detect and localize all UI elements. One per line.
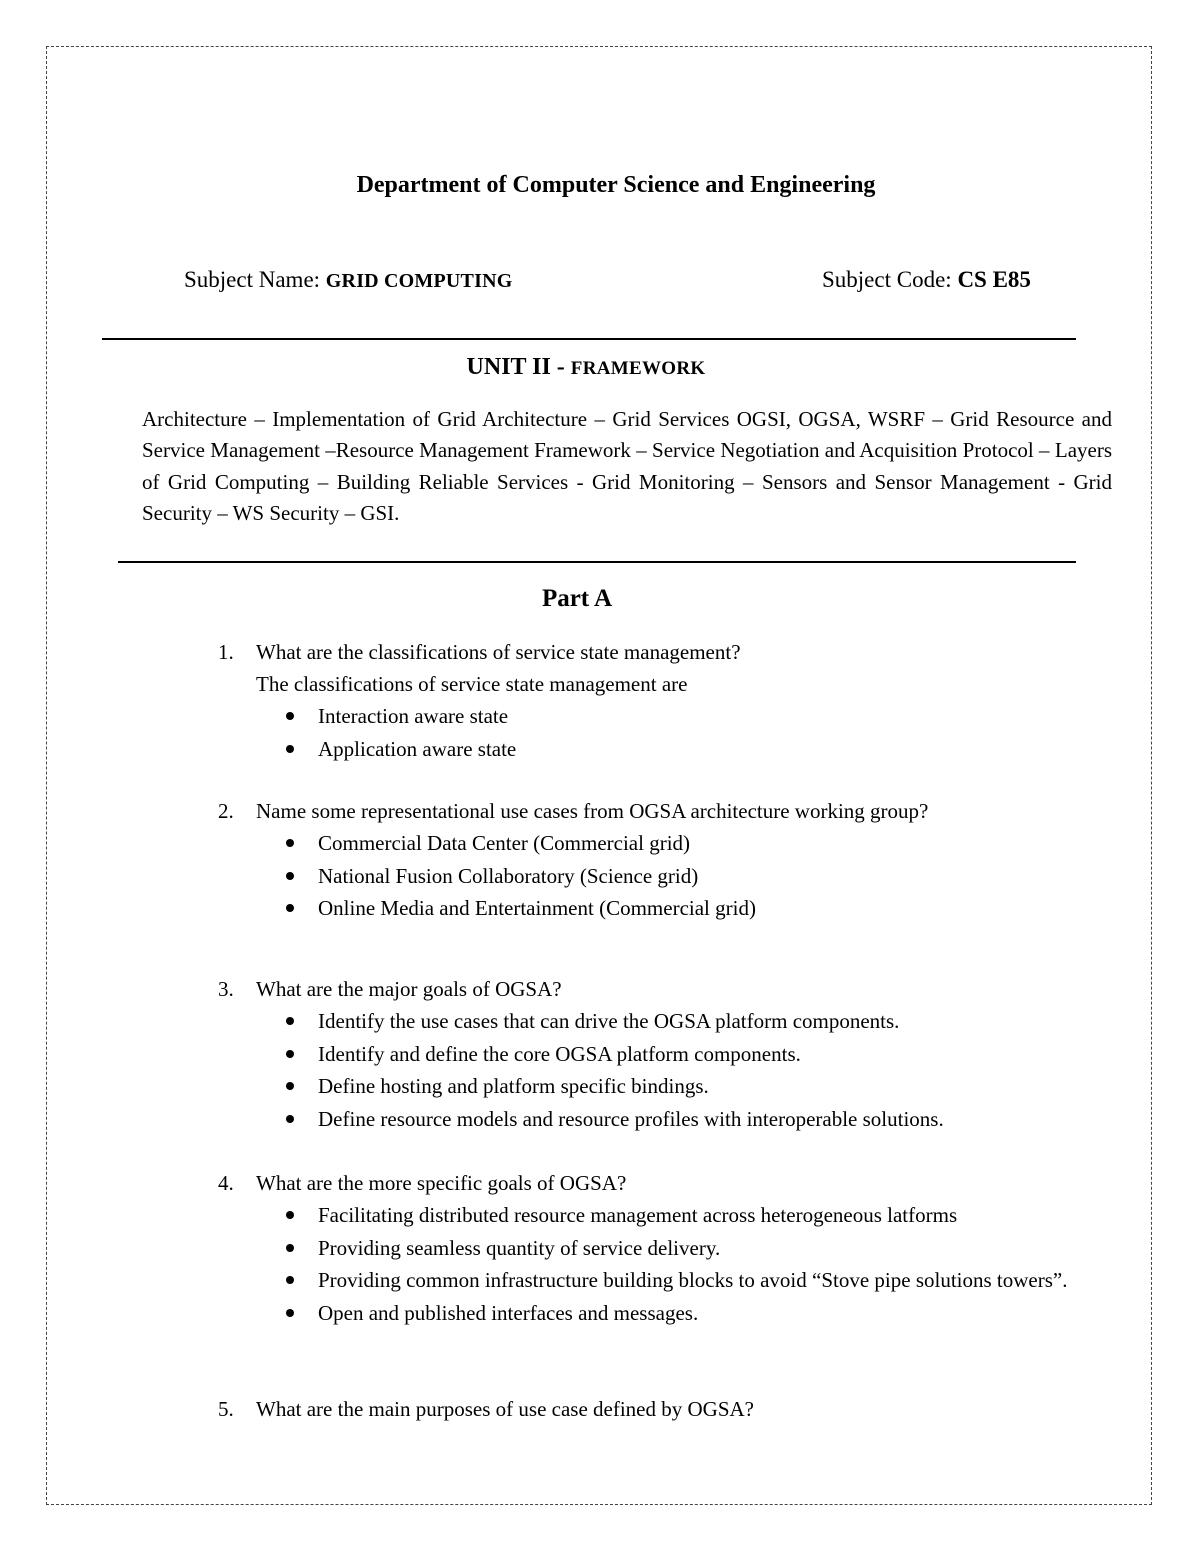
list-item: Identify and define the core OGSA platform components.	[218, 1038, 1118, 1071]
list-item: Interaction aware state	[218, 700, 1118, 733]
question-number: 5.	[218, 1397, 234, 1421]
list-item: Identify the use cases that can drive the OGSA platform components.	[218, 1005, 1118, 1038]
subject-code	[822, 264, 1031, 296]
subject-code-value: CS E85	[957, 267, 1031, 292]
list-item: Application aware state	[218, 733, 1118, 766]
bullet-icon	[286, 839, 294, 847]
unit-title: UNIT II -	[466, 354, 571, 380]
question-text: What are the classifications of service state management?	[256, 640, 741, 664]
subject-code-label: Subject Code:	[822, 267, 958, 292]
bullet-icon	[286, 712, 294, 720]
list-item: Commercial Data Center (Commercial grid)	[218, 827, 1118, 860]
question-5	[218, 1394, 1118, 1425]
unit-heading	[0, 350, 1172, 386]
list-item: National Fusion Collaboratory (Science grid)	[218, 860, 1118, 893]
question-text: Name some representational use cases from OGSA architecture working group?	[256, 799, 929, 823]
bullet-icon	[286, 1050, 294, 1058]
unit-syllabus: Architecture – Implementation of Grid Architecture – Grid Services OGSI, OGSA, WSRF – Grid Resource and Service Management –Resource Management Framework – Service Negotiation and Acquisition Protocol – Layers of Grid Computing – Building Reliable Services - Grid Monitoring – Sensors and Sensor Management - Grid Security – WS Security – GSI.	[142, 407, 1112, 525]
list-item: Define hosting and platform specific bindings.	[218, 1070, 1118, 1103]
question-text: What are the main purposes of use case defined by OGSA?	[256, 1397, 755, 1421]
list-item: Define resource models and resource profiles with interoperable solutions.	[218, 1103, 1118, 1136]
bullet-list	[218, 1005, 1118, 1135]
question-number: 3.	[218, 977, 234, 1001]
question-number: 1.	[218, 640, 234, 664]
question-2	[218, 796, 1118, 925]
bullet-icon	[286, 1017, 294, 1025]
bullet-icon	[286, 745, 294, 753]
question-4	[218, 1168, 1118, 1329]
question-number: 2.	[218, 799, 234, 823]
department-title: Department of Computer Science and Engineering	[356, 172, 876, 198]
list-item: Online Media and Entertainment (Commercial grid)	[218, 892, 1118, 925]
list-item: Open and published interfaces and messages.	[218, 1297, 1118, 1330]
question-text: What are the major goals of OGSA?	[256, 977, 562, 1001]
bullet-icon	[286, 872, 294, 880]
syllabus-divider	[118, 561, 1076, 563]
bullet-icon	[286, 904, 294, 912]
bullet-icon	[286, 1115, 294, 1123]
question-3	[218, 974, 1118, 1135]
bullet-icon	[286, 1244, 294, 1252]
unit-subtitle: FRAMEWORK	[570, 358, 706, 379]
list-item: Facilitating distributed resource management across heterogeneous latforms	[218, 1199, 1118, 1232]
bullet-icon	[286, 1211, 294, 1219]
list-item: Providing seamless quantity of service delivery.	[218, 1232, 1118, 1265]
part-heading: Part A	[541, 585, 613, 612]
subject-name-label: Subject Name:	[184, 267, 326, 292]
bullet-list	[218, 827, 1118, 925]
subject-name-value: GRID COMPUTING	[325, 270, 513, 292]
bullet-icon	[286, 1309, 294, 1317]
answer-text: The classifications of service state management are	[256, 672, 688, 696]
bullet-icon	[286, 1276, 294, 1284]
question-text: What are the more specific goals of OGSA?	[256, 1171, 627, 1195]
question-1	[218, 637, 1118, 765]
header-divider	[102, 338, 1076, 340]
bullet-icon	[286, 1082, 294, 1090]
bullet-list	[218, 1199, 1118, 1329]
question-number: 4.	[218, 1171, 234, 1195]
list-item: Providing common infrastructure building blocks to avoid “Stove pipe solutions towers”.	[218, 1264, 1118, 1297]
bullet-list	[218, 700, 1118, 765]
subject-name	[184, 264, 512, 297]
